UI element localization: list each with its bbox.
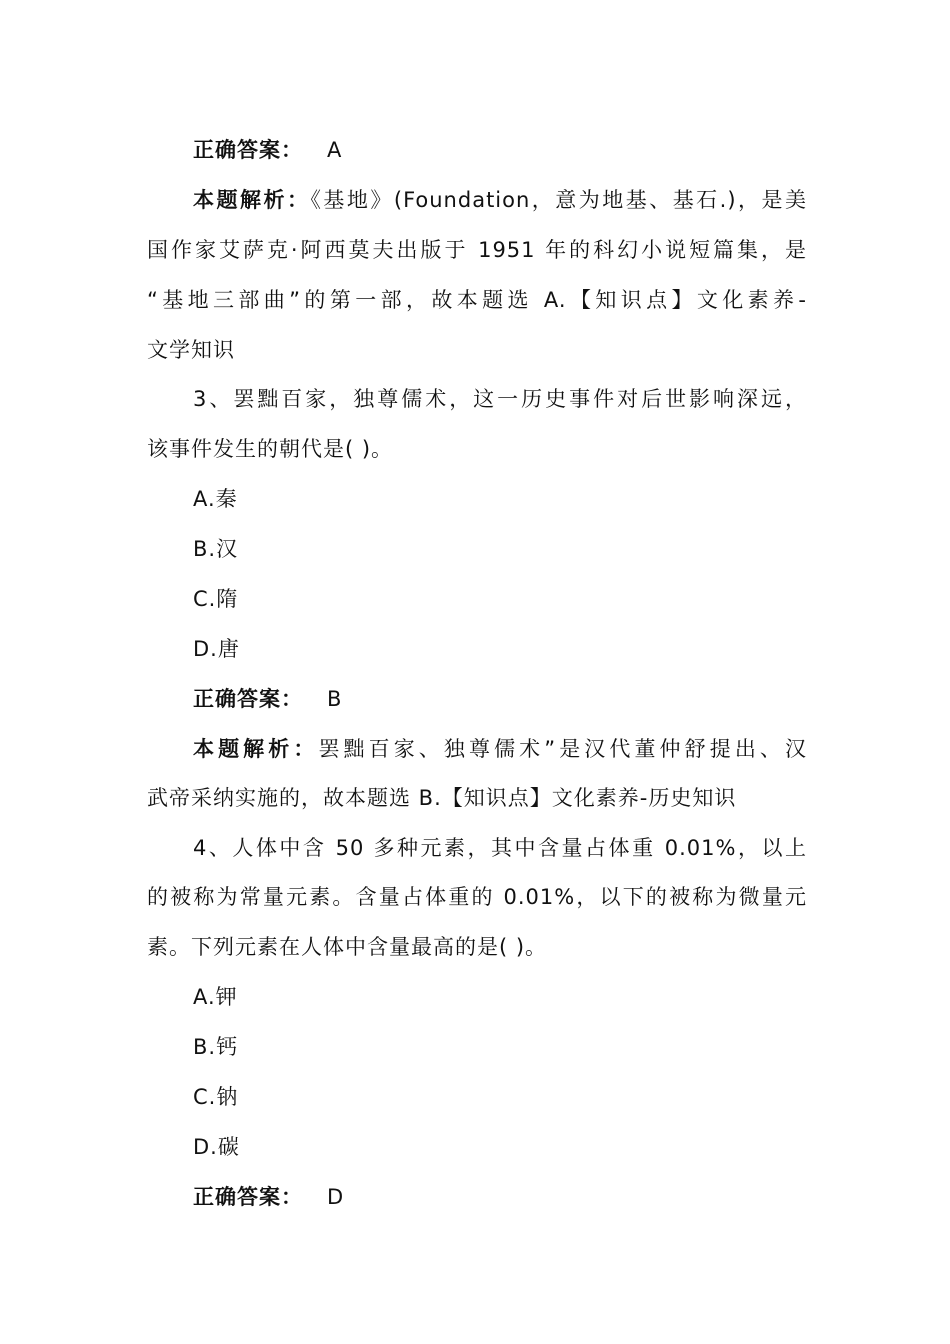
analysis-label: 本题解析：	[193, 737, 319, 761]
question-4-stem: 的被称为常量元素。含量占体重的 0.01%，以下的被称为微量元	[147, 885, 807, 909]
question-3-option-c: C.隋	[193, 587, 239, 611]
question-4-stem: 4、人体中含 50 多种元素，其中含量占体重 0.01%，以上	[193, 836, 807, 860]
answer-value: A	[327, 138, 343, 162]
question-4-option-c: C.钠	[193, 1085, 239, 1109]
question-3-option-d: D.唐	[193, 637, 240, 661]
question-4-option-b: B.钙	[193, 1035, 239, 1059]
analysis-line: 武帝采纳实施的，故本题选 B.【知识点】文化素养-历史知识	[147, 786, 737, 810]
question-3-option-b: B.汉	[193, 537, 239, 561]
answer-line	[193, 137, 807, 163]
analysis-line: 国作家艾萨克·阿西莫夫出版于 1951 年的科幻小说短篇集，是	[147, 238, 807, 262]
analysis-label: 本题解析：	[193, 188, 311, 212]
answer-line	[193, 1184, 807, 1210]
answer-label: 正确答案：	[193, 687, 303, 711]
question-3-stem: 该事件发生的朝代是( )。	[147, 437, 394, 461]
answer-label: 正确答案：	[193, 1185, 303, 1209]
analysis-text: 《基地》(Foundation，意为地基、基石.)，是美	[310, 188, 807, 212]
question-3-stem: 3、罢黜百家，独尊儒术，这一历史事件对后世影响深远，	[193, 387, 807, 411]
answer-value: D	[327, 1185, 345, 1209]
answer-label: 正确答案：	[193, 138, 303, 162]
question-3-option-a: A.秦	[193, 487, 238, 511]
analysis-line	[193, 187, 807, 213]
question-4-option-a: A.钾	[193, 985, 238, 1009]
analysis-line: 文学知识	[147, 338, 235, 362]
question-4-stem: 素。下列元素在人体中含量最高的是( )。	[147, 935, 548, 959]
answer-line	[193, 686, 807, 712]
analysis-text: 罢黜百家、独尊儒术”是汉代董仲舒提出、汉	[318, 737, 808, 761]
analysis-line: “基地三部曲”的第一部，故本题选 A.【知识点】文化素养-	[147, 288, 807, 312]
analysis-line	[193, 736, 807, 762]
answer-value: B	[327, 687, 343, 711]
question-4-option-d: D.碳	[193, 1135, 240, 1159]
